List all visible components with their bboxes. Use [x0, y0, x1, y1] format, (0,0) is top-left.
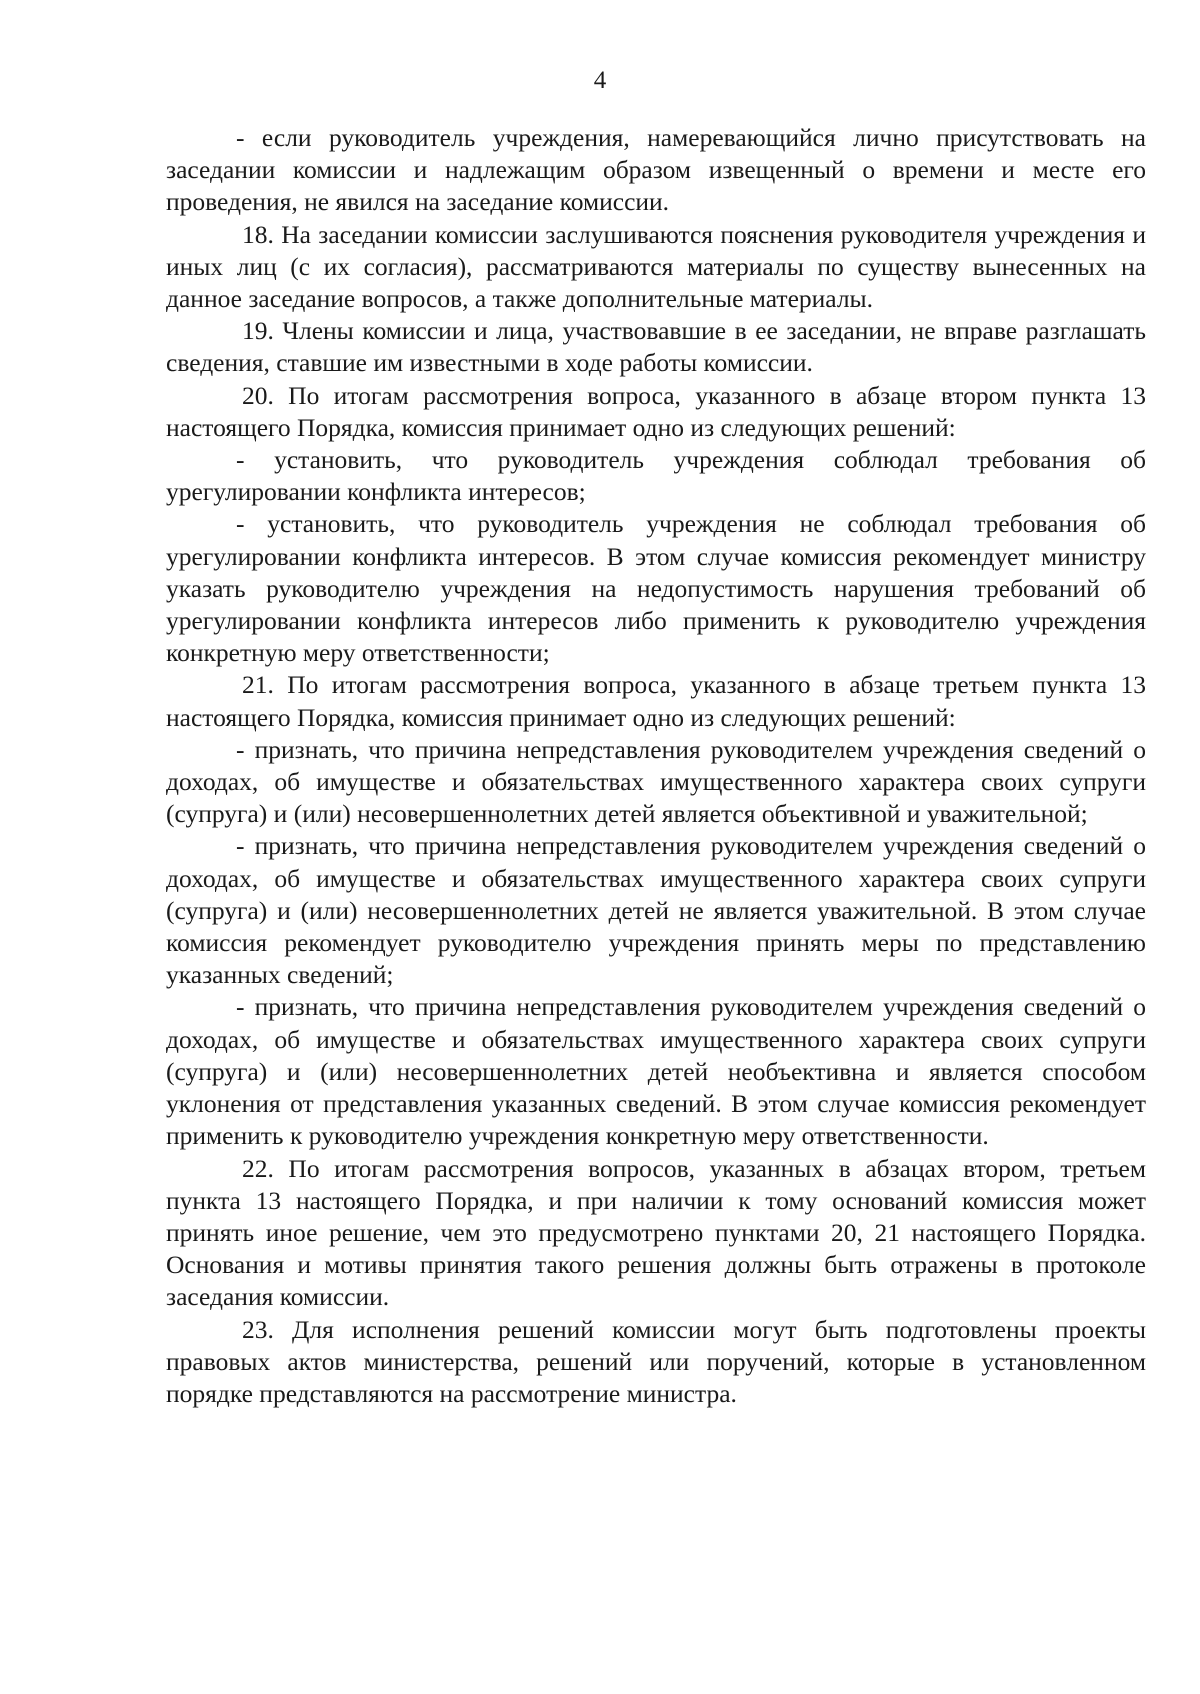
paragraph-23: 23. Для исполнения решений комиссии могут быть подготовлены проекты правовых актов министерства, решений или поручений, которые в установленном порядке представляются на рассмотрение министра.	[166, 1314, 1146, 1408]
paragraph-20-option-2: - установить, что руководитель учреждения не соблюдал требования об урегулировании конфликта интересов. В этом случае комиссия рекомендует министру указать руководителю учреждения на недопустимость нарушения требований об урегулировании конфликта интересов либо применить к руководителю учреждения конкретную меру ответственности;	[166, 509, 1146, 668]
paragraph-21-option-1: - признать, что причина непредставления руководителем учреждения сведений о доходах, об имуществе и обязательствах имущественного характера своих супруги (супруга) и (или) несовершеннолетних детей является объективной и уважительной;	[166, 734, 1146, 829]
paragraph-19: 19. Члены комиссии и лица, участвовавшие в ее заседании, не вправе разглашать сведения, ставшие им известными в ходе работы комиссии.	[166, 316, 1146, 378]
paragraph-21-option-3: - признать, что причина непредставления руководителем учреждения сведений о доходах, об имуществе и обязательствах имущественного характера своих супруги (супруга) и (или) несовершеннолетних детей необъективна и является способом уклонения от представления указанных сведений. В этом случае комиссия рекомендует применить к руководителю учреждения конкретную меру ответственности.	[166, 992, 1146, 1151]
paragraph-20-option-1: - установить, что руководитель учреждения соблюдал требования об урегулировании конфликта интересов;	[166, 445, 1146, 507]
page-number: 4	[593, 67, 607, 94]
document-body	[166, 122, 1146, 1410]
paragraph-20: 20. По итогам рассмотрения вопроса, указанного в абзаце втором пункта 13 настоящего Порядка, комиссия принимает одно из следующих решений:	[166, 380, 1146, 442]
paragraph-bullet-absence: - если руководитель учреждения, намеревающийся лично присутствовать на заседании комиссии и надлежащим образом извещенный о времени и месте его проведения, не явился на заседание комиссии.	[166, 123, 1146, 217]
paragraph-18: 18. На заседании комиссии заслушиваются пояснения руководителя учреждения и иных лиц (с их согласия), рассматриваются материалы по существу вынесенных на данное заседание вопросов, а также дополнительные материалы.	[166, 219, 1146, 314]
paragraph-21-option-2: - признать, что причина непредставления руководителем учреждения сведений о доходах, об имуществе и обязательствах имущественного характера своих супруги (супруга) и (или) несовершеннолетних детей не является уважительной. В этом случае комиссия рекомендует руководителю учреждения принять меры по представлению указанных сведений;	[166, 831, 1146, 990]
paragraph-21: 21. По итогам рассмотрения вопроса, указанного в абзаце третьем пункта 13 настоящего Порядка, комиссия принимает одно из следующих решений:	[166, 670, 1146, 732]
paragraph-22: 22. По итогам рассмотрения вопросов, указанных в абзацах втором, третьем пункта 13 настоящего Порядка, и при наличии к тому оснований комиссия может принять иное решение, чем это предусмотрено пунктами 20, 21 настоящего Порядка. Основания и мотивы принятия такого решения должны быть отражены в протоколе заседания комиссии.	[166, 1153, 1146, 1312]
